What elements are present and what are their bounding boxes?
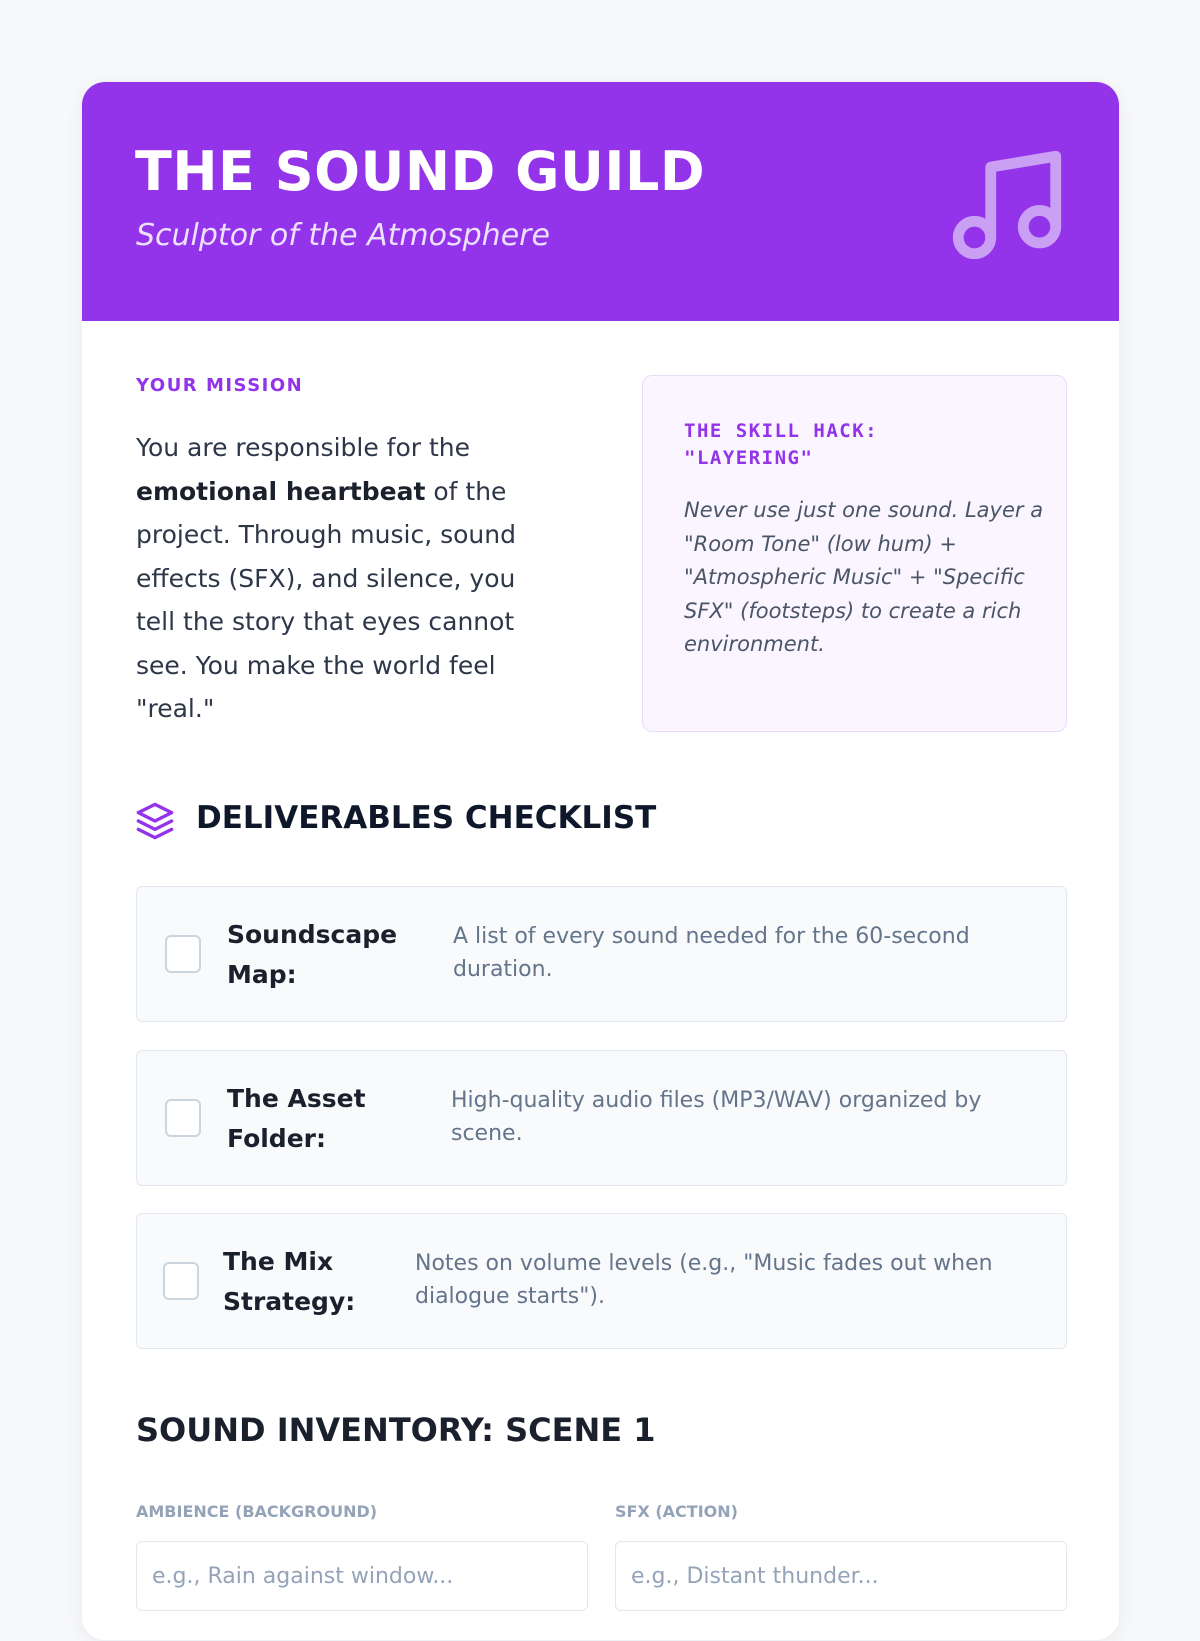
ambience-input[interactable] <box>136 1541 588 1611</box>
guild-subtitle: Sculptor of the Atmosphere <box>136 218 550 253</box>
mission-text-end: of the project. Through music, sound effects (SFX), and silence, you tell the story that eyes cannot see. You make the world feel "real." <box>136 476 516 723</box>
deliverable-name: Soundscape Map: <box>227 920 398 989</box>
layers-icon <box>135 801 175 841</box>
sfx-input[interactable] <box>615 1541 1067 1611</box>
skill-hack-box <box>642 375 1067 732</box>
deliverable-item[interactable] <box>136 886 1067 1022</box>
sfx-label: SFX (ACTION) <box>615 1502 738 1521</box>
mission-text-start: You are responsible for the <box>136 433 471 462</box>
deliverable-description: High-quality audio files (MP3/WAV) organized by scene. <box>451 1088 982 1146</box>
mission-label: YOUR MISSION <box>136 375 304 396</box>
checklist-heading: DELIVERABLES CHECKLIST <box>196 800 657 836</box>
skill-hack-title: THE SKILL HACK: "LAYERING" <box>684 420 879 469</box>
deliverable-checkbox[interactable] <box>165 1099 201 1137</box>
guild-card <box>81 81 1120 1641</box>
deliverable-description: A list of every sound needed for the 60-second duration. <box>453 924 970 982</box>
mission-text <box>136 426 556 731</box>
deliverable-item[interactable] <box>136 1050 1067 1186</box>
deliverable-item[interactable] <box>136 1213 1067 1349</box>
guild-header <box>82 82 1119 321</box>
deliverable-name: The Mix Strategy: <box>223 1247 356 1316</box>
skill-hack-text: Never use just one sound. Layer a "Room Tone" (low hum) + "Atmospheric Music" + "Specific SFX" (footsteps) to create a rich environment. <box>684 498 1044 656</box>
deliverable-checkbox[interactable] <box>165 935 201 973</box>
deliverable-description: Notes on volume levels (e.g., "Music fades out when dialogue starts"). <box>415 1251 993 1309</box>
music-note-icon <box>942 140 1072 270</box>
deliverable-checkbox[interactable] <box>163 1262 199 1300</box>
deliverable-name: The Asset Folder: <box>227 1084 366 1153</box>
guild-title: THE SOUND GUILD <box>135 140 706 203</box>
ambience-label: AMBIENCE (BACKGROUND) <box>136 1502 378 1521</box>
mission-text-emphasis: emotional heartbeat <box>136 476 426 506</box>
inventory-heading: SOUND INVENTORY: SCENE 1 <box>136 1411 656 1449</box>
